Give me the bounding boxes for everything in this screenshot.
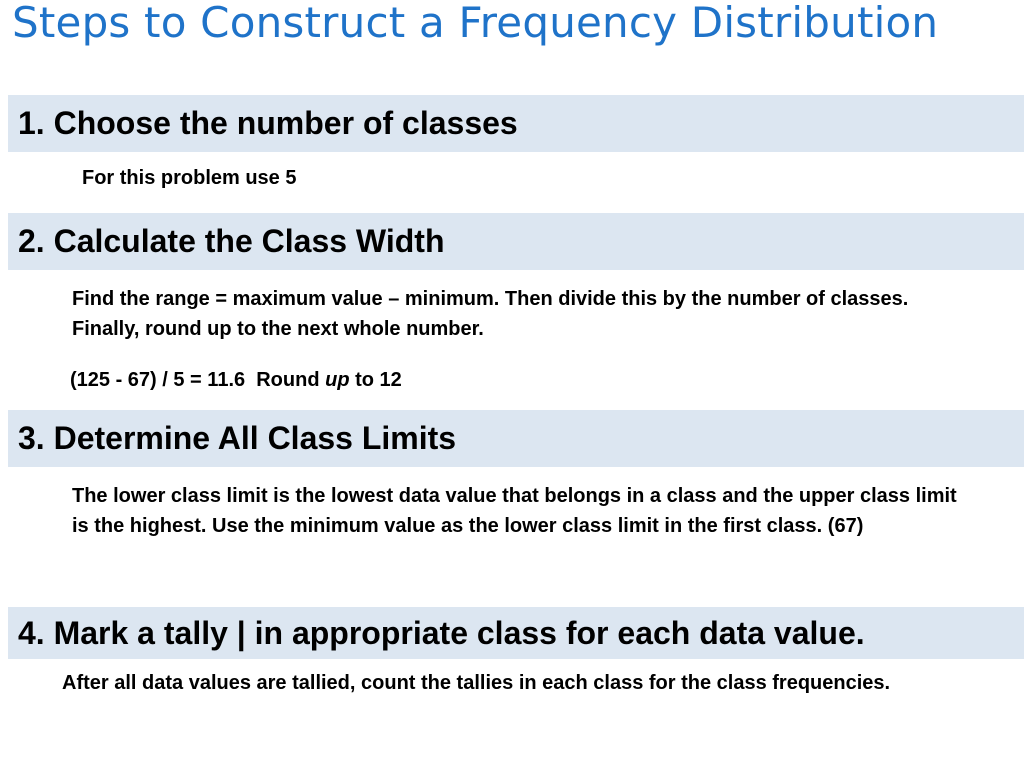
step-1-text: For this problem use 5	[82, 167, 297, 189]
step-1-heading: 1. Choose the number of classes	[8, 95, 1024, 152]
step-2-formula	[70, 365, 870, 395]
step-2-heading: 2. Calculate the Class Width	[8, 213, 1024, 270]
formula-emphasis: up	[325, 369, 350, 391]
step-3-heading: 3. Determine All Class Limits	[8, 410, 1024, 467]
slide-title: Steps to Construct a Frequency Distribution	[12, 0, 939, 47]
step-4-text: After all data values are tallied, count the tallies in each class for the class frequencies.	[62, 672, 891, 694]
formula-prefix: (125 - 67) / 5 = 11.6 Round	[70, 369, 326, 391]
formula-suffix: to 12	[349, 369, 402, 391]
step-4-heading: 4. Mark a tally | in appropriate class for each data value.	[8, 607, 1024, 659]
step-2-text: Find the range = maximum value – minimum. Then divide this by the number of classes. Finally, round up to the next whole number.	[72, 288, 909, 340]
step-3-text: The lower class limit is the lowest data value that belongs in a class and the upper class limit is the highest. Use the minimum value as the lower class limit in the first class. (67)	[72, 485, 957, 537]
